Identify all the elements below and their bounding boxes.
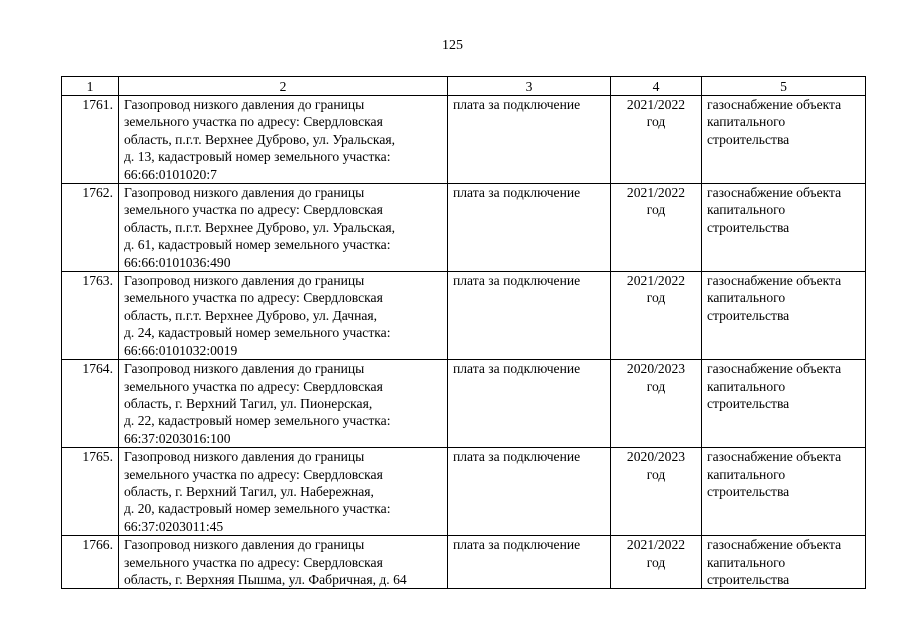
period-line: год [646,466,666,482]
payment-text: плата за подключение [453,537,581,553]
description-line: д. 13, кадастровый номер земельного участка: [124,149,391,165]
header-row [62,77,866,96]
description-line: 66:37:0203016:100 [124,430,231,446]
row-number: 1764. [82,361,113,377]
purpose-line: строительства [707,307,790,323]
table-row [62,448,866,536]
row-number-cell [62,96,119,184]
register-table [61,76,866,589]
purpose-line: газоснабжение объекта [707,537,842,553]
purpose-cell [702,360,866,448]
purpose-line: капитального [707,378,786,394]
description-line: д. 61, кадастровый номер земельного участка: [124,237,391,253]
description-line: земельного участка по адресу: Свердловская [124,290,383,306]
description-cell [119,272,448,360]
purpose-line: капитального [707,466,786,482]
period-cell [611,184,702,272]
column-header-2: 2 [119,77,448,96]
row-number: 1766. [82,537,113,553]
description-cell [119,536,448,589]
payment-text: плата за подключение [453,185,581,201]
purpose-cell [702,96,866,184]
description-line: Газопровод низкого давления до границы [124,273,365,289]
purpose-line: газоснабжение объекта [707,449,842,465]
description-line: область, п.г.т. Верхнее Дуброво, ул. Уральская, [124,219,396,235]
purpose-line: капитального [707,290,786,306]
period-line: 2021/2022 [626,273,686,289]
description-line: 66:37:0203011:45 [124,518,224,534]
purpose-line: газоснабжение объекта [707,97,842,112]
purpose-line: капитального [707,114,786,130]
period-cell [611,360,702,448]
description-line: область, г. Верхняя Пышма, ул. Фабричная, д. 64 [124,571,407,587]
description-cell [119,184,448,272]
description-line: Газопровод низкого давления до границы [124,537,365,553]
row-number-cell [62,272,119,360]
purpose-line: капитального [707,554,786,570]
payment-text: плата за подключение [453,449,581,465]
purpose-cell [702,184,866,272]
period-line: год [646,554,666,570]
description-line: 66:66:0101020:7 [124,166,217,182]
payment-text: плата за подключение [453,361,581,377]
column-header-1: 1 [62,77,119,96]
period-line: год [646,202,666,218]
period-line: 2020/2023 [626,361,686,377]
period-cell [611,536,702,589]
purpose-cell [702,448,866,536]
row-number-cell [62,184,119,272]
payment-cell [448,448,611,536]
payment-text: плата за подключение [453,273,581,289]
table-row [62,96,866,184]
table-body [62,96,866,589]
row-number: 1765. [82,449,113,465]
description-line: земельного участка по адресу: Свердловская [124,466,383,482]
payment-cell [448,536,611,589]
period-line: 2020/2023 [626,449,686,465]
row-number-cell [62,448,119,536]
table-row [62,360,866,448]
column-header-3: 3 [448,77,611,96]
description-line: земельного участка по адресу: Свердловская [124,378,383,394]
description-line: Газопровод низкого давления до границы [124,185,365,201]
description-line: д. 20, кадастровый номер земельного участка: [124,501,391,517]
period-line: год [646,290,666,306]
purpose-line: строительства [707,571,790,587]
row-number-cell [62,536,119,589]
period-line: год [646,378,666,394]
description-line: земельного участка по адресу: Свердловская [124,554,383,570]
purpose-line: газоснабжение объекта [707,361,842,377]
period-line: год [646,114,666,130]
period-cell [611,96,702,184]
description-cell [119,360,448,448]
payment-cell [448,272,611,360]
payment-cell [448,96,611,184]
purpose-line: капитального [707,202,786,218]
description-line: земельного участка по адресу: Свердловская [124,202,383,218]
purpose-line: газоснабжение объекта [707,273,842,289]
period-line: 2021/2022 [626,537,686,553]
purpose-line: строительства [707,219,790,235]
description-cell [119,96,448,184]
payment-cell [448,184,611,272]
purpose-cell [702,272,866,360]
description-line: область, п.г.т. Верхнее Дуброво, ул. Дачная, [124,307,378,323]
row-number: 1761. [82,97,113,112]
description-line: область, п.г.т. Верхнее Дуброво, ул. Уральская, [124,131,396,147]
purpose-line: строительства [707,483,790,499]
payment-text: плата за подключение [453,97,581,112]
column-header-4: 4 [611,77,702,96]
description-line: д. 22, кадастровый номер земельного участка: [124,413,391,429]
page-number: 125 [442,38,463,53]
description-line: земельного участка по адресу: Свердловская [124,114,383,130]
description-line: Газопровод низкого давления до границы [124,449,365,465]
purpose-line: строительства [707,131,790,147]
row-number: 1762. [82,185,113,201]
description-cell [119,448,448,536]
description-line: д. 24, кадастровый номер земельного участка: [124,325,391,341]
description-line: область, г. Верхний Тагил, ул. Пионерская, [124,395,373,411]
purpose-line: строительства [707,395,790,411]
period-cell [611,448,702,536]
payment-cell [448,360,611,448]
description-line: 66:66:0101032:0019 [124,342,238,358]
purpose-line: газоснабжение объекта [707,185,842,201]
description-line: 66:66:0101036:490 [124,254,231,270]
period-line: 2021/2022 [626,185,686,201]
description-line: Газопровод низкого давления до границы [124,361,365,377]
table-row [62,536,866,589]
table-row [62,272,866,360]
table-row [62,184,866,272]
row-number-cell [62,360,119,448]
column-header-5: 5 [702,77,866,96]
description-line: Газопровод низкого давления до границы [124,97,365,112]
description-line: область, г. Верхний Тагил, ул. Набережная, [124,483,374,499]
period-cell [611,272,702,360]
row-number: 1763. [82,273,113,289]
period-line: 2021/2022 [626,97,686,112]
purpose-cell [702,536,866,589]
